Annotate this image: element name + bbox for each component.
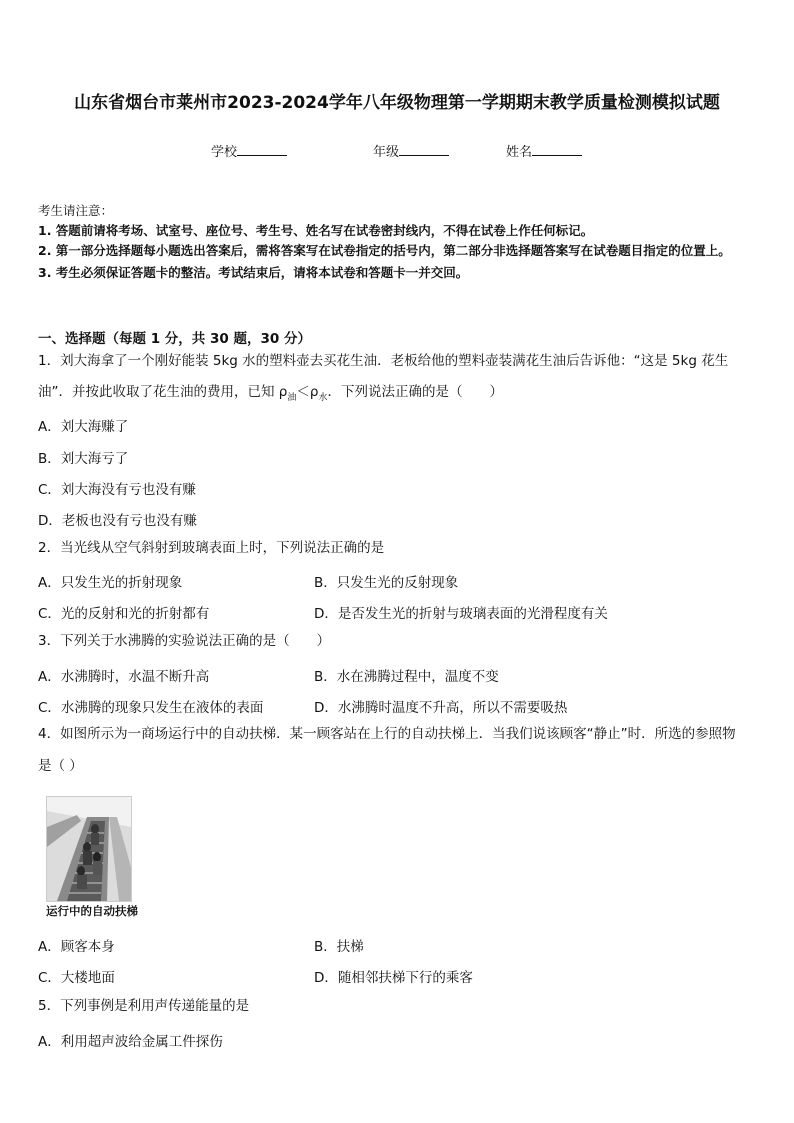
- q3-option-a[interactable]: A．水沸腾时，水温不断升高: [38, 669, 210, 685]
- q1-option-c[interactable]: C．刘大海没有亏也没有赚: [38, 482, 196, 498]
- q1-option-d[interactable]: D．老板也没有亏也没有赚: [38, 513, 197, 529]
- q3-option-c[interactable]: C．水沸腾的现象只发生在液体的表面: [38, 700, 264, 716]
- q2-option-d[interactable]: D．是否发生光的折射与玻璃表面的光滑程度有关: [314, 606, 608, 622]
- notice-item: 1. 答题前请将考场、试室号、座位号、考生号、姓名写在试卷密封线内，不得在试卷上作任何标记。: [38, 223, 594, 238]
- school-blank[interactable]: [237, 143, 287, 156]
- question-2: 2．当光线从空气斜射到玻璃表面上时，下列说法正确的是: [38, 540, 385, 556]
- question-4-line-1: 4．如图所示为一商场运行中的自动扶梯．某一顾客站在上行的自动扶梯上．当我们说该顾客“静止”时．所选的参照物: [38, 726, 736, 742]
- q2-option-b[interactable]: B．只发生光的反射现象: [314, 575, 459, 591]
- q2-option-a[interactable]: A．只发生光的折射现象: [38, 575, 183, 591]
- q4-option-b[interactable]: B．扶梯: [314, 939, 364, 955]
- q3-option-b[interactable]: B．水在沸腾过程中，温度不变: [314, 669, 499, 685]
- section-title: 一、选择题（每题 1 分，共 30 题，30 分）: [38, 331, 311, 347]
- name-label: 姓名: [506, 145, 533, 160]
- name-blank[interactable]: [532, 143, 582, 156]
- q4-option-d[interactable]: D．随相邻扶梯下行的乘客: [314, 970, 473, 986]
- page-title: 山东省烟台市莱州市2023-2024学年八年级物理第一学期期末教学质量检测模拟试题: [74, 93, 720, 113]
- rho-water-subscript: 水: [318, 393, 328, 403]
- q1-text-a: 油”．并按此收取了花生油的费用，已知 ρ: [38, 384, 288, 400]
- notice-block: [38, 201, 760, 283]
- q1-text-c: ．下列说法正确的是（ ）: [327, 384, 503, 400]
- grade-blank[interactable]: [399, 143, 449, 156]
- question-3: 3．下列关于水沸腾的实验说法正确的是（ ）: [38, 633, 331, 649]
- school-label: 学校: [211, 145, 238, 160]
- q3-option-d[interactable]: D．水沸腾时温度不升高，所以不需要吸热: [314, 700, 568, 716]
- question-1-line-1: 1．刘大海拿了一个刚好能装 5kg 水的塑料壶去买花生油．老板给他的塑料壶装满花生油后告诉他：“这是 5kg 花生: [38, 353, 729, 369]
- grade-field: [373, 141, 449, 160]
- q5-option-a[interactable]: A．利用超声波给金属工件探伤: [38, 1034, 223, 1050]
- notice-item: 3. 考生必须保证答题卡的整洁。考试结束后，请将本试卷和答题卡一并交回。: [38, 265, 469, 280]
- q4-option-a[interactable]: A．顾客本身: [38, 939, 115, 955]
- escalator-photo: [46, 796, 132, 902]
- q2-option-c[interactable]: C．光的反射和光的折射都有: [38, 606, 210, 622]
- q1-option-b[interactable]: B．刘大海亏了: [38, 451, 129, 467]
- question-4-line-2: 是（ ）: [38, 758, 83, 774]
- notice-heading: 考生请注意：: [38, 203, 114, 218]
- name-field: [506, 141, 582, 160]
- rho-oil-subscript: 油: [287, 393, 297, 403]
- grade-label: 年级: [373, 145, 400, 160]
- q4-option-c[interactable]: C．大楼地面: [38, 970, 115, 986]
- figure-caption: 运行中的自动扶梯: [46, 904, 138, 918]
- escalator-illustration: [47, 797, 131, 901]
- q1-text-b: ＜ρ: [296, 384, 319, 400]
- notice-item: 2. 第一部分选择题每小题选出答案后，需将答案写在试卷指定的括号内，第二部分非选择题答案写在试卷题目指定的位置上。: [38, 243, 731, 258]
- question-5: 5．下列事例是利用声传递能量的是: [38, 998, 250, 1014]
- q1-option-a[interactable]: A．刘大海赚了: [38, 419, 129, 435]
- school-field: [211, 141, 287, 160]
- question-1-line-2: [38, 377, 760, 414]
